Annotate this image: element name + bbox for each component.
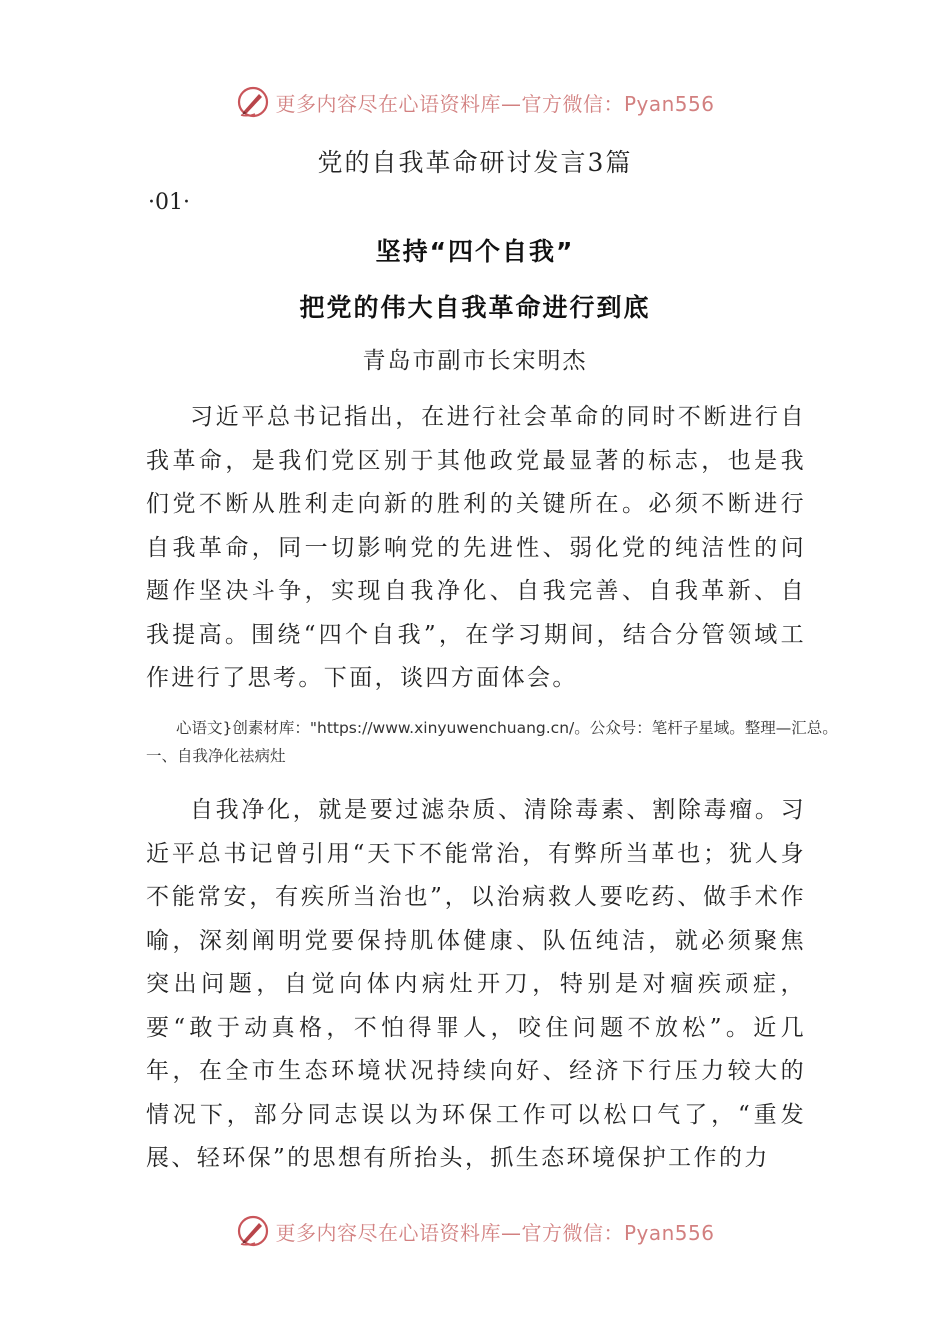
source-note: 心语文}创素材库："https://www.xinyuwenchuang.cn/。公众号：笔杆子星域。整理—汇总。一、自我净化祛病灶	[146, 719, 838, 765]
watermark-text: 更多内容尽在心语资料库—官方微信：Pyan556	[275, 91, 715, 116]
header-watermark-banner	[0, 82, 950, 122]
watermark-text: 更多内容尽在心语资料库—官方微信：Pyan556	[275, 1220, 715, 1245]
document-title: 党的自我革命研讨发言3篇	[317, 148, 633, 177]
footer-watermark-banner	[0, 1211, 950, 1251]
pen-logo-icon	[235, 84, 271, 120]
body-paragraph-intro: 习近平总书记指出，在进行社会革命的同时不断进行自我革命，是我们党区别于其他政党最显著的标志，也是我们党不断从胜利走向新的胜利的关键所在。必须不断进行自我革命，同一切影响党的先进性、弱化党的纯洁性的问题作坚决斗争，实现自我净化、自我完善、自我革新、自我提高。围绕“四个自我”，在学习期间，结合分管领域工作进行了思考。下面，谈四方面体会。	[146, 404, 806, 691]
pen-logo-icon	[235, 1213, 271, 1249]
section-number: ·01·	[148, 190, 190, 215]
speech-heading-line-2: 把党的伟大自我革命进行到底	[299, 293, 651, 322]
body-paragraph-self-purification: 自我净化，就是要过滤杂质、清除毒素、割除毒瘤。习近平总书记曾引用“天下不能常治，有弊所当革也；犹人身不能常安，有疾所当治也”，以治病救人要吃药、做手术作喻，深刻阐明党要保持肌体健康、队伍纯洁，就必须聚焦突出问题，自觉向体内病灶开刀，特别是对痼疾顽症，要“敢于动真格，不怕得罪人，咬住问题不放松”。近几年，在全市生态环境状况持续向好、经济下行压力较大的情况下，部分同志误以为环保工作可以松口气了，“重发展、轻环保”的思想有所抬头，抓生态环境保护工作的力	[146, 797, 806, 1171]
speech-heading-line-1: 坚持“四个自我”	[375, 237, 575, 266]
author-line: 青岛市副市长宋明杰	[362, 348, 588, 374]
